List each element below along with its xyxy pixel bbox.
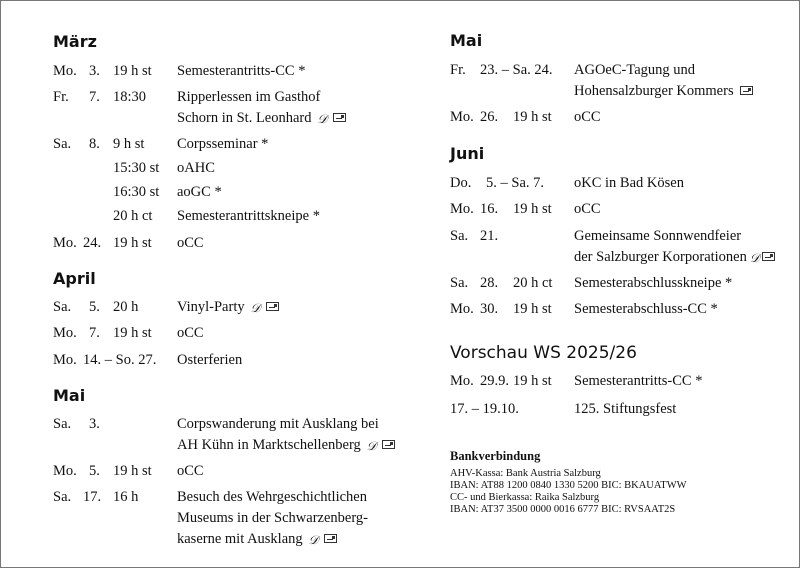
event-time: 20 h ct [513,275,553,291]
event-text: Semesterantrittskneipe * [177,208,320,224]
bank-line: CC- und Bierkassa: Raika Salzburg [450,492,600,503]
event-text: der Salzburger Korporationen [574,249,747,265]
event-time: 19 h st [513,373,552,389]
event-time: 16 h [113,489,139,505]
event-text-line2 [574,81,753,102]
event-time: 15:30 st [113,160,160,176]
event-day: Mo. [53,352,77,368]
event-text: Hohensalzburger Kommers [574,83,734,99]
event-text-line2 [177,435,395,457]
event-date: 7. [89,89,100,105]
event-day: Mo. [450,301,474,317]
event-day: Do. [450,175,472,191]
event-text: Gemeinsame Sonnwendfeier [574,228,742,244]
event-time: 19 h st [113,63,152,79]
event-text: oKC in Bad Kösen [574,175,684,191]
event-day: Fr. [450,62,466,78]
envelope-icon [740,86,753,95]
event-text: Semesterabschlusskneipe * [574,275,733,291]
event-day: Sa. [53,136,72,152]
envelope-icon [266,302,279,311]
event-text: Semesterabschluss-CC * [574,301,718,317]
event-date: 17. – 19.10. [450,401,519,417]
event-time: 19 h st [513,109,552,125]
event-date: 24. [83,235,102,251]
event-time: 16:30 st [113,184,160,200]
event-day: Mo. [53,463,77,479]
envelope-icon [324,534,337,543]
event-time: 20 h ct [113,208,153,224]
event-date: 5. – Sa. 7. [486,175,544,191]
d-symbol-icon: 𝒟 [308,533,319,547]
event-time: 19 h st [113,463,152,479]
event-day: Sa. [53,489,72,505]
event-date: 28. [480,275,499,291]
event-day: Mo. [53,63,77,79]
event-text-line2 [177,108,346,130]
event-time: 9 h st [113,136,145,152]
d-symbol-icon: 𝒟 [749,251,760,265]
event-time: 20 h [113,299,139,315]
preview-heading: Vorschau WS 2025/26 [450,343,637,363]
event-date: 7. [89,325,100,341]
event-time: 19 h st [113,325,152,341]
event-date: 16. [480,201,499,217]
event-text: kaserne mit Ausklang [177,531,303,547]
event-text: Vinyl-Party [177,299,245,315]
event-text: oCC [574,109,601,125]
event-day: Mo. [53,235,77,251]
event-day: Sa. [53,299,72,315]
event-text: Schorn in St. Leonhard [177,110,312,126]
event-time: 19 h st [513,301,552,317]
event-time: 19 h st [113,235,152,251]
event-day: Mo. [450,109,474,125]
event-date: 23. – Sa. 24. [480,62,553,78]
event-time: 19 h st [513,201,552,217]
bank-details [450,449,687,516]
event-date: 14. – So. 27. [83,352,157,368]
event-date: 3. [89,63,100,79]
event-day: Sa. [53,416,72,432]
bank-line: AHV-Kassa: Bank Austria Salzburg [450,468,601,479]
event-text: Semesterantritts-CC * [574,373,703,389]
event-text: oAHC [177,160,215,176]
event-day: Sa. [450,228,469,244]
event-text: AH Kühn in Marktschellenberg [177,437,361,453]
event-text: AGOeC-Tagung und [574,62,696,78]
envelope-icon [382,440,395,449]
event-day: Sa. [450,275,469,291]
event-text: Osterferien [177,352,243,368]
month-heading-april: April [53,269,96,288]
event-date: 5. [89,299,100,315]
event-date: 21. [480,228,499,244]
event-day: Mo. [450,373,474,389]
event-date: 3. [89,416,100,432]
month-heading-mai: Mai [53,386,86,405]
event-text: oCC [177,235,204,251]
month-heading-maerz: März [53,32,97,51]
event-time: 18:30 [113,89,147,105]
event-text: oCC [574,201,601,217]
event-text-line2 [574,247,775,269]
envelope-icon [333,113,346,122]
event-text: aoGC * [177,184,222,200]
bank-line: IBAN: AT37 3500 0000 0016 6777 BIC: RVSAAT2S [450,504,676,515]
event-day: Mo. [450,201,474,217]
bank-title: Bankverbindung [450,449,541,463]
event-text: Besuch des Wehrgeschichtlichen [177,489,367,505]
event-date: 26. [480,109,499,125]
envelope-icon [762,252,775,261]
event-date: 29.9. [480,373,509,389]
month-heading-juni: Juni [450,144,485,163]
event-text: Museums in der Schwarzenberg- [177,510,368,526]
event-text: oCC [177,325,204,341]
event-text: Ripperlessen im Gasthof [177,89,321,105]
d-symbol-icon: 𝒟 [317,112,328,126]
d-symbol-icon: 𝒟 [366,439,377,453]
bank-line: IBAN: AT88 1200 0840 1330 5200 BIC: BKAUATWW [450,480,687,491]
month-heading-mai: Mai [450,31,483,50]
event-day: Fr. [53,89,69,105]
event-text: Semesterantritts-CC * [177,63,306,79]
event-date: 8. [89,136,100,152]
event-text-line3 [177,529,337,551]
event-date: 17. [83,489,102,505]
event-date: 30. [480,301,499,317]
d-symbol-icon: 𝒟 [250,301,261,315]
event-date: 5. [89,463,100,479]
event-day: Mo. [53,325,77,341]
event-text: Corpswanderung mit Ausklang bei [177,416,379,432]
event-text: 125. Stiftungsfest [574,401,677,417]
event-text: oCC [177,463,204,479]
event-text: Corpsseminar * [177,136,269,152]
event-text-line [177,297,279,319]
